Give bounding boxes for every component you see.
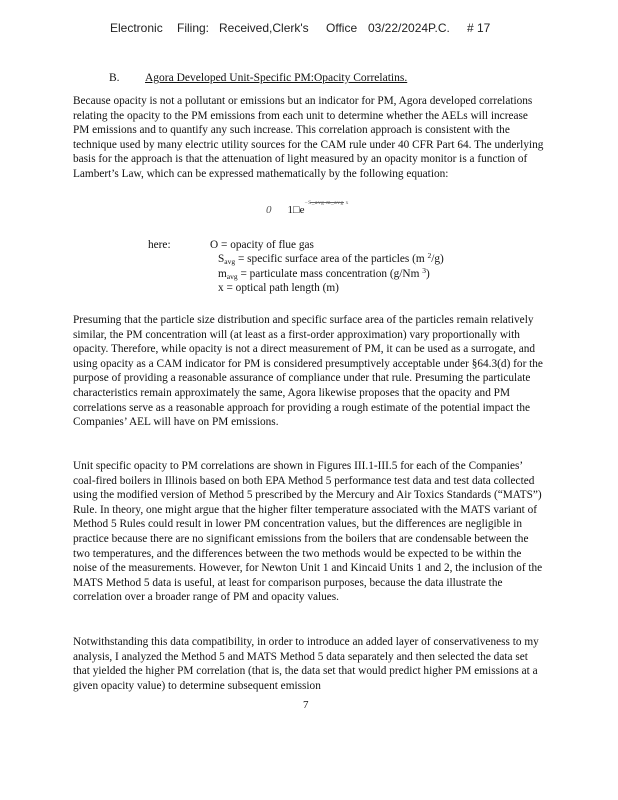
header-date: 03/22/2024P.C. bbox=[368, 21, 450, 35]
def-opacity: O = opacity of flue gas bbox=[210, 239, 314, 251]
header-received: Received,Clerk's bbox=[219, 21, 309, 35]
equation-rhs: 1□e bbox=[287, 204, 305, 216]
paragraph-pm-surrogate: Presuming that the particle size distribution and specific surface area of the particles remain relatively similar, the PM concentration will (at least as a first-order approximation) vary proportionally with opacity. Therefore, while opacity is not a direct measurement of PM, it can be used as a surrogate, and using opacity as a CAM indicator for PM is considered presumptively acceptable under §64.3(d) for the purpose of providing a reasonable assurance of compliance under that rule. Presuming the particulate characteristics remain approximately the same, Agora likewise proposes that the opacity and PM correlations serve as a reasonable approach for providing a rough estimate of the potential impact the Companies’ AEL will have on PM emissions. bbox=[73, 314, 543, 429]
section-heading bbox=[109, 72, 407, 84]
paragraph-lamberts-law: Because opacity is not a pollutant or emissions but an indicator for PM, Agora developed correlations relating the opacity to the PM emissions from each unit to determine whether the AELs will increase PM emissions and to quantify any such increase. This correlation approach is consistent with the technique used by many electric utility sources for the CAM rule under 40 CFR Part 64. The underlying basis for the approach is that the attenuation of light measured by an opacity monitor is a function of Lambert’s Law, which can be expressed mathematically by the following equation: bbox=[73, 95, 544, 180]
def-path-length: x = optical path length (m) bbox=[218, 282, 339, 294]
lambert-equation bbox=[266, 200, 349, 216]
paragraph-conservativeness: Notwithstanding this data compatibility, in order to introduce an added layer of conservativeness to my analysis, I analyzed the Method 5 and MATS Method 5 data separately and then selected the data set that yielded the higher PM correlation (that is, the data set that would predict higher PM emissions at a given opacity value) to determine subsequent emission bbox=[73, 636, 539, 692]
page-number: 7 bbox=[303, 699, 309, 711]
section-title: Agora Developed Unit-Specific PM:Opacity Correlatins. bbox=[145, 72, 408, 84]
paragraph-unit-correlations: Unit specific opacity to PM correlations are shown in Figures III.1-III.5 for each of the Companies’ coal-fired boilers in Illinois based on both EPA Method 5 performance test data and test data collected using the modified version of Method 5 prescribed by the Mercury and Air Toxics Standards (“MATS”) Rule. In theory, one might argue that the higher filter temperature associated with the MATS variant of Method 5 Rules could result in lower PM concentration values, but the differences are negligible in practice because there are no significant emissions from the boilers that are condensable between the two temperatures, and the differences between the two methods would be expected to be within the noise of the measurements. However, for Newton Unit 1 and Kincaid Units 1 and 2, the inclusion of the MATS Method 5 data is useful, at least for comparison purposes, because the data illustrate the correlation over a broader range of PM and opacity values. bbox=[73, 460, 543, 604]
header-filing: Filing: bbox=[177, 21, 210, 35]
equation-fraction-bar bbox=[310, 202, 344, 203]
header-electronic: Electronic bbox=[110, 21, 163, 35]
def-surface-area: Savg = specific surface area of the particles (m $^2$/g) bbox=[218, 251, 444, 266]
where-label: here: bbox=[148, 239, 171, 251]
header-page-marker: # 17 bbox=[467, 21, 491, 35]
section-number: B. bbox=[109, 72, 120, 84]
equation-exponent: −S_avg m_avg x bbox=[304, 200, 349, 206]
header-office: Office bbox=[326, 21, 358, 35]
equation-lhs: 0 bbox=[266, 204, 272, 216]
def-mass-concentration: mavg = particulate mass concentration (g/Nm $^3$) bbox=[218, 266, 430, 281]
